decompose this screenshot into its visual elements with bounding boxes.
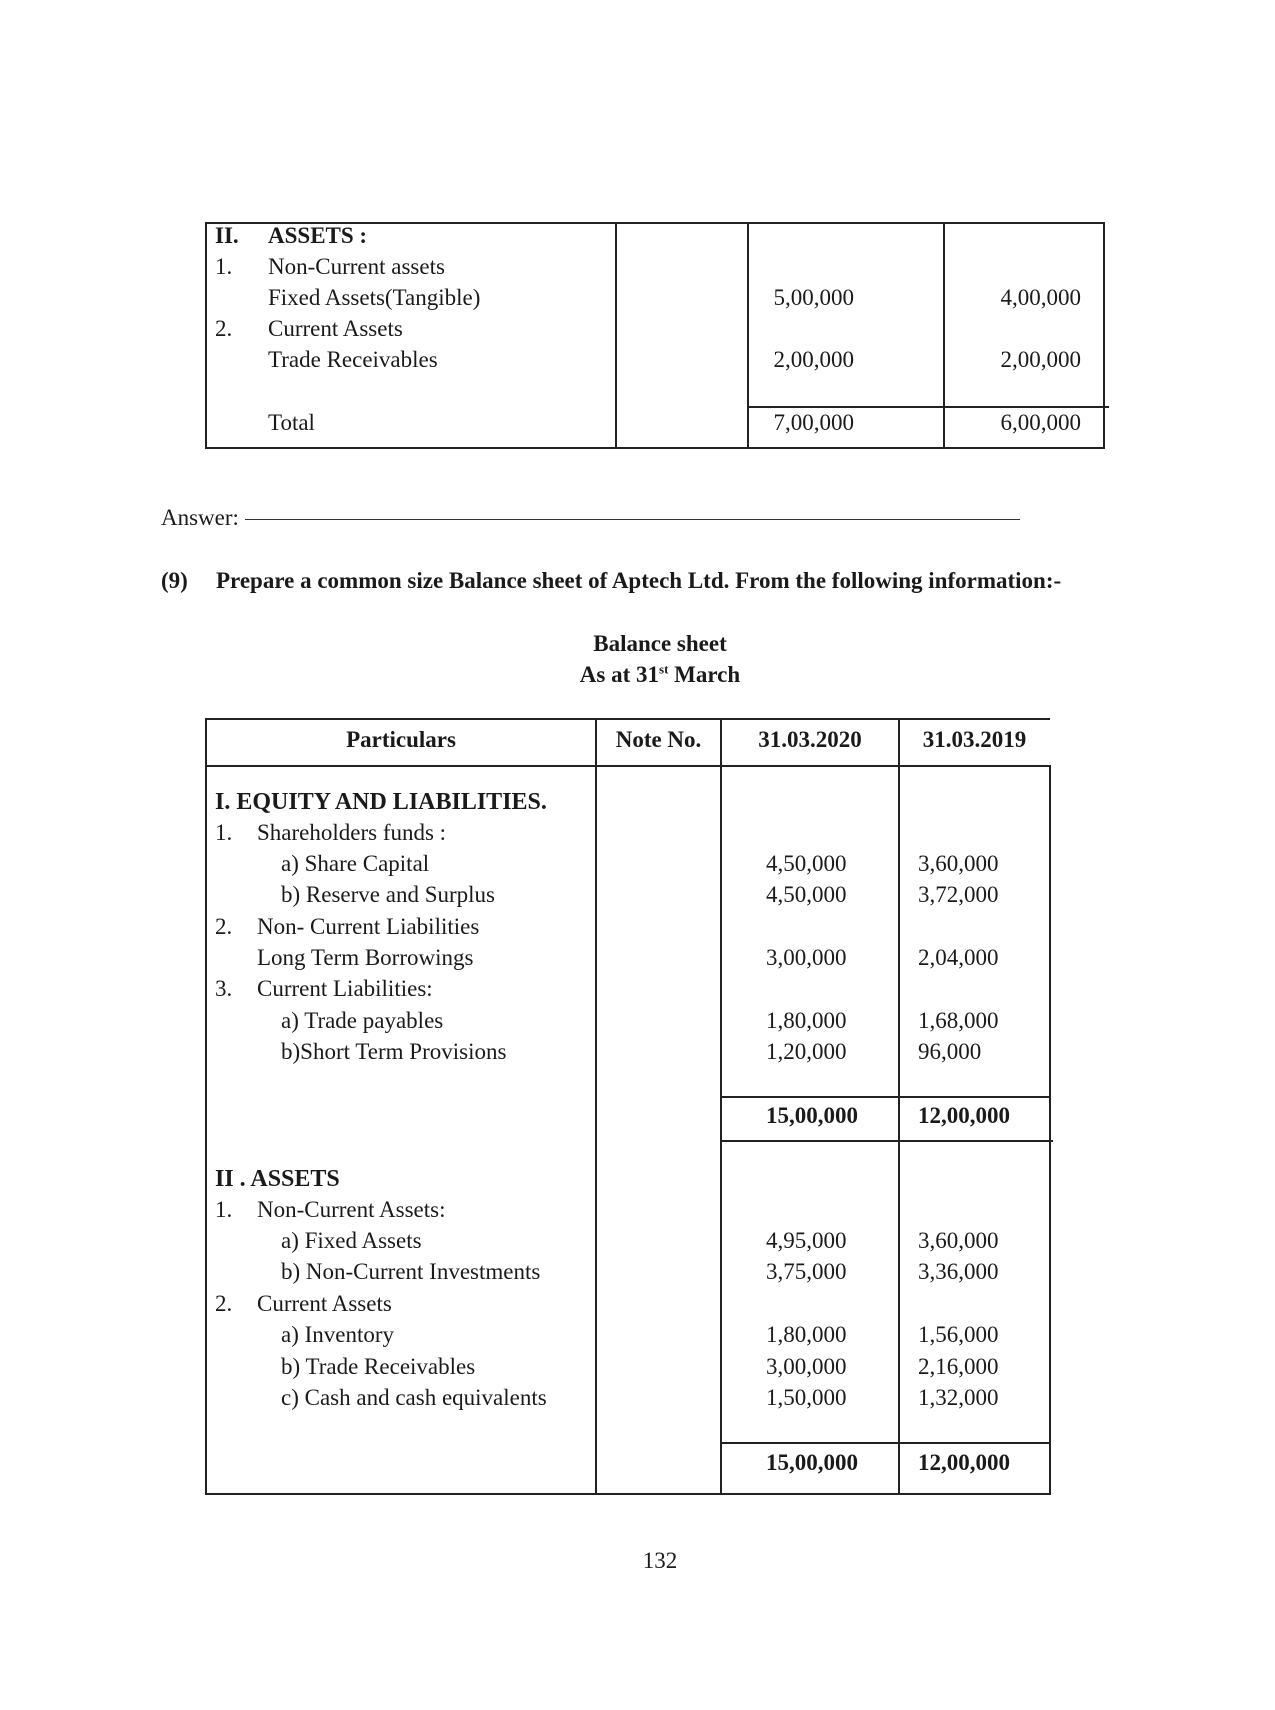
value-2020: 3,00,000 xyxy=(766,1354,847,1379)
value-2020: 5,00,000 xyxy=(773,285,854,310)
value-2020: 3,75,000 xyxy=(766,1259,847,1284)
table-border xyxy=(205,718,1050,720)
row-label: Non-Current assets xyxy=(268,254,445,279)
row-label: a) Share Capital xyxy=(281,851,430,876)
table-border xyxy=(898,718,900,1495)
header-2020: 31.03.2020 xyxy=(758,727,862,752)
value-2019: 1,68,000 xyxy=(918,1008,999,1033)
question-text: Prepare a common size Balance sheet of Aptech Ltd. From the following information:- xyxy=(216,568,1062,593)
row-label: a) Inventory xyxy=(281,1322,395,1347)
total-rule xyxy=(720,1096,1051,1098)
row-label: Non-Current Assets: xyxy=(257,1197,446,1222)
row-label: Fixed Assets(Tangible) xyxy=(268,285,481,310)
value-2020: 1,80,000 xyxy=(766,1322,847,1347)
assets-total-2019: 12,00,000 xyxy=(918,1450,1010,1475)
row-number: 1. xyxy=(215,820,233,845)
table-border xyxy=(205,222,207,449)
value-2019: 1,32,000 xyxy=(918,1385,999,1410)
balance-sheet-subtitle: As at 31st March xyxy=(579,661,741,687)
row-label: b)Short Term Provisions xyxy=(281,1039,507,1064)
row-number: 1. xyxy=(215,254,233,279)
row-number: 2. xyxy=(215,914,233,939)
value-2019: 3,36,000 xyxy=(918,1259,999,1284)
value-2019: 96,000 xyxy=(918,1039,982,1064)
row-label: b) Reserve and Surplus xyxy=(281,882,495,907)
total-rule xyxy=(747,406,1109,408)
row-label: a) Trade payables xyxy=(281,1008,444,1033)
table-border xyxy=(1103,222,1105,449)
row-label: b) Trade Receivables xyxy=(281,1354,476,1379)
answer-label: Answer: xyxy=(161,505,239,530)
row-label: Non- Current Liabilities xyxy=(257,914,480,939)
table-border xyxy=(615,222,617,449)
value-2020: 1,20,000 xyxy=(766,1039,847,1064)
row-number: 2. xyxy=(215,316,233,341)
section-number: II. xyxy=(215,223,239,248)
row-label: Shareholders funds : xyxy=(257,820,447,845)
header-particulars: Particulars xyxy=(346,727,456,752)
row-label: Current Assets xyxy=(268,316,403,341)
row-label: Trade Receivables xyxy=(268,347,438,372)
assets-heading: II . ASSETS xyxy=(215,1166,340,1192)
table-border xyxy=(205,765,1050,767)
table-border xyxy=(205,447,1105,449)
total-label: Total xyxy=(268,410,315,435)
value-2019: 2,04,000 xyxy=(918,945,999,970)
equity-total-2020: 15,00,000 xyxy=(766,1103,858,1128)
total-2019: 6,00,000 xyxy=(1000,410,1081,435)
value-2019: 2,16,000 xyxy=(918,1354,999,1379)
row-number: 1. xyxy=(215,1197,233,1222)
page-number: 132 xyxy=(642,1548,678,1573)
value-2019: 3,60,000 xyxy=(918,851,999,876)
row-label: a) Fixed Assets xyxy=(281,1228,422,1253)
table-border xyxy=(595,718,597,1495)
row-label: c) Cash and cash equivalents xyxy=(281,1385,547,1410)
question-number: (9) xyxy=(161,568,188,593)
table-border xyxy=(205,718,207,1495)
row-number: 2. xyxy=(215,1291,233,1316)
table-border xyxy=(720,718,722,1495)
total-rule xyxy=(720,1140,1053,1142)
value-2020: 4,50,000 xyxy=(766,851,847,876)
table-border xyxy=(747,222,749,449)
value-2019: 2,00,000 xyxy=(1000,347,1081,372)
equity-heading: I. EQUITY AND LIABILITIES. xyxy=(215,789,547,815)
equity-total-2019: 12,00,000 xyxy=(918,1103,1010,1128)
value-2019: 1,56,000 xyxy=(918,1322,999,1347)
row-label: Current Assets xyxy=(257,1291,392,1316)
row-label: b) Non-Current Investments xyxy=(281,1259,541,1284)
row-number: 3. xyxy=(215,976,233,1001)
value-2020: 4,95,000 xyxy=(766,1228,847,1253)
table-border xyxy=(1049,765,1051,1495)
value-2020: 4,50,000 xyxy=(766,882,847,907)
row-label: Long Term Borrowings xyxy=(257,945,474,970)
answer-line xyxy=(245,519,1020,520)
value-2019: 4,00,000 xyxy=(1000,285,1081,310)
row-label: Current Liabilities: xyxy=(257,976,433,1001)
value-2020: 1,80,000 xyxy=(766,1008,847,1033)
table-border xyxy=(205,1493,1051,1495)
header-note-no: Note No. xyxy=(615,727,702,752)
balance-sheet-title: Balance sheet xyxy=(593,631,727,656)
total-2020: 7,00,000 xyxy=(773,410,854,435)
value-2020: 1,50,000 xyxy=(766,1385,847,1410)
assets-total-2020: 15,00,000 xyxy=(766,1450,858,1475)
total-rule xyxy=(720,1442,1051,1444)
section-heading: ASSETS : xyxy=(268,223,368,248)
value-2019: 3,72,000 xyxy=(918,882,999,907)
value-2020: 3,00,000 xyxy=(766,945,847,970)
value-2020: 2,00,000 xyxy=(773,347,854,372)
value-2019: 3,60,000 xyxy=(918,1228,999,1253)
header-2019: 31.03.2019 xyxy=(922,727,1027,752)
